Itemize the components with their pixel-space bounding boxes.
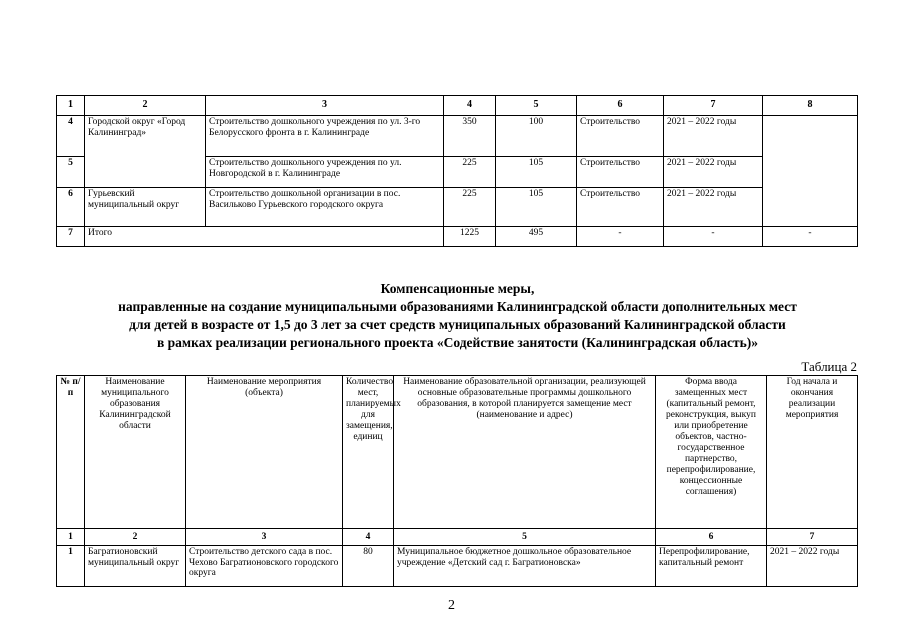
table-2-header-row (57, 376, 858, 529)
type-cell: Строительство (577, 116, 664, 157)
total-row (57, 227, 858, 247)
heading-line: направленные на создание муниципальными образованиями Калининградской области дополнительных мест (118, 299, 797, 314)
years-cell: 2021 – 2022 годы (664, 188, 763, 227)
places-cell: 80 (343, 546, 394, 587)
municipality-cell: Багратионовский муниципальный округ (85, 546, 186, 587)
municipality-cell: Гурьевский муниципальный округ (85, 188, 206, 227)
row-number: 4 (57, 116, 85, 157)
column-number: 3 (186, 529, 343, 546)
column-number: 4 (343, 529, 394, 546)
value-cell: 100 (496, 116, 577, 157)
table-2-header-cell: Год начала и окончания реализации мероприятия (767, 376, 858, 529)
page-number: 2 (448, 598, 455, 613)
table-2-header-cell: Форма ввода замещенных мест (капитальный ремонт, реконструкция, выкуп или приобретение объектов, частно-государственное партнерство, перепрофилирование, концессионные соглашения) (656, 376, 767, 529)
value-cell: 225 (444, 188, 496, 227)
table-1-header-cell: 8 (763, 96, 858, 116)
table-row (57, 116, 858, 157)
table-row (57, 188, 858, 227)
table-2-header-cell: Наименование образовательной организации, реализующей основные образовательные программы дошкольного образования, в которой планируется замещение мест (наименование и адрес) (394, 376, 656, 529)
total-label: Итого (85, 227, 444, 247)
total-value: - (664, 227, 763, 247)
total-value: - (577, 227, 664, 247)
municipality-cell: Городской округ «Город Калининград» (85, 116, 206, 188)
years-cell: 2021 – 2022 годы (767, 546, 858, 587)
event-cell: Строительство детского сада в пос. Чехово Багратионовского городского округа (186, 546, 343, 587)
table-1-header-cell: 2 (85, 96, 206, 116)
column-number: 7 (767, 529, 858, 546)
total-value: 495 (496, 227, 577, 247)
value-cell: 350 (444, 116, 496, 157)
total-value: 1225 (444, 227, 496, 247)
total-value: - (763, 227, 858, 247)
years-cell: 2021 – 2022 годы (664, 116, 763, 157)
table-1-header-cell: 3 (206, 96, 444, 116)
table-row (57, 546, 858, 587)
heading-line: Компенсационные меры, (380, 281, 535, 296)
row-number: 6 (57, 188, 85, 227)
type-cell: Строительство (577, 157, 664, 188)
column-number: 5 (394, 529, 656, 546)
table-1-header-cell: 7 (664, 96, 763, 116)
event-cell: Строительство дошкольного учреждения по ул. 3-го Белорусского фронта в г. Калининграде (206, 116, 444, 157)
table-1 (56, 95, 858, 247)
table-2-header-cell: Наименование муниципального образования Калининградской области (85, 376, 186, 529)
row-number: 5 (57, 157, 85, 188)
heading-line: в рамках реализации регионального проекта «Содействие занятости (Калининградская область)» (157, 335, 758, 350)
value-cell: 105 (496, 157, 577, 188)
table-2-header-cell: Наименование мероприятия (объекта) (186, 376, 343, 529)
table-2-header-cell: Количество мест, планируемых для замещения, единиц (343, 376, 394, 529)
table-1-header-cell: 4 (444, 96, 496, 116)
organization-cell: Муниципальное бюджетное дошкольное образовательное учреждение «Детский сад г. Багратионовска» (394, 546, 656, 587)
form-cell: Перепрофилирование, капитальный ремонт (656, 546, 767, 587)
table-label: Таблица 2 (801, 359, 857, 374)
column-number: 1 (57, 529, 85, 546)
value-cell: 105 (496, 188, 577, 227)
event-cell: Строительство дошкольной организации в пос. Васильково Гурьевского городского округа (206, 188, 444, 227)
table-2-header-cell: № п/п (57, 376, 85, 529)
type-cell: Строительство (577, 188, 664, 227)
row-number: 7 (57, 227, 85, 247)
empty-cell (763, 116, 858, 227)
column-number: 6 (656, 529, 767, 546)
years-cell: 2021 – 2022 годы (664, 157, 763, 188)
row-number: 1 (57, 546, 85, 587)
value-cell: 225 (444, 157, 496, 188)
column-number: 2 (85, 529, 186, 546)
event-cell: Строительство дошкольного учреждения по ул. Новгородской в г. Калининграде (206, 157, 444, 188)
table-2 (56, 375, 858, 587)
heading-line: для детей в возрасте от 1,5 до 3 лет за счет средств муниципальных образований Калининградской области (129, 317, 786, 332)
table-1-header-row (57, 96, 858, 116)
table-2-number-row (57, 529, 858, 546)
table-1-header-cell: 6 (577, 96, 664, 116)
section-heading (60, 280, 855, 352)
table-1-header-cell: 5 (496, 96, 577, 116)
table-1-header-cell: 1 (57, 96, 85, 116)
